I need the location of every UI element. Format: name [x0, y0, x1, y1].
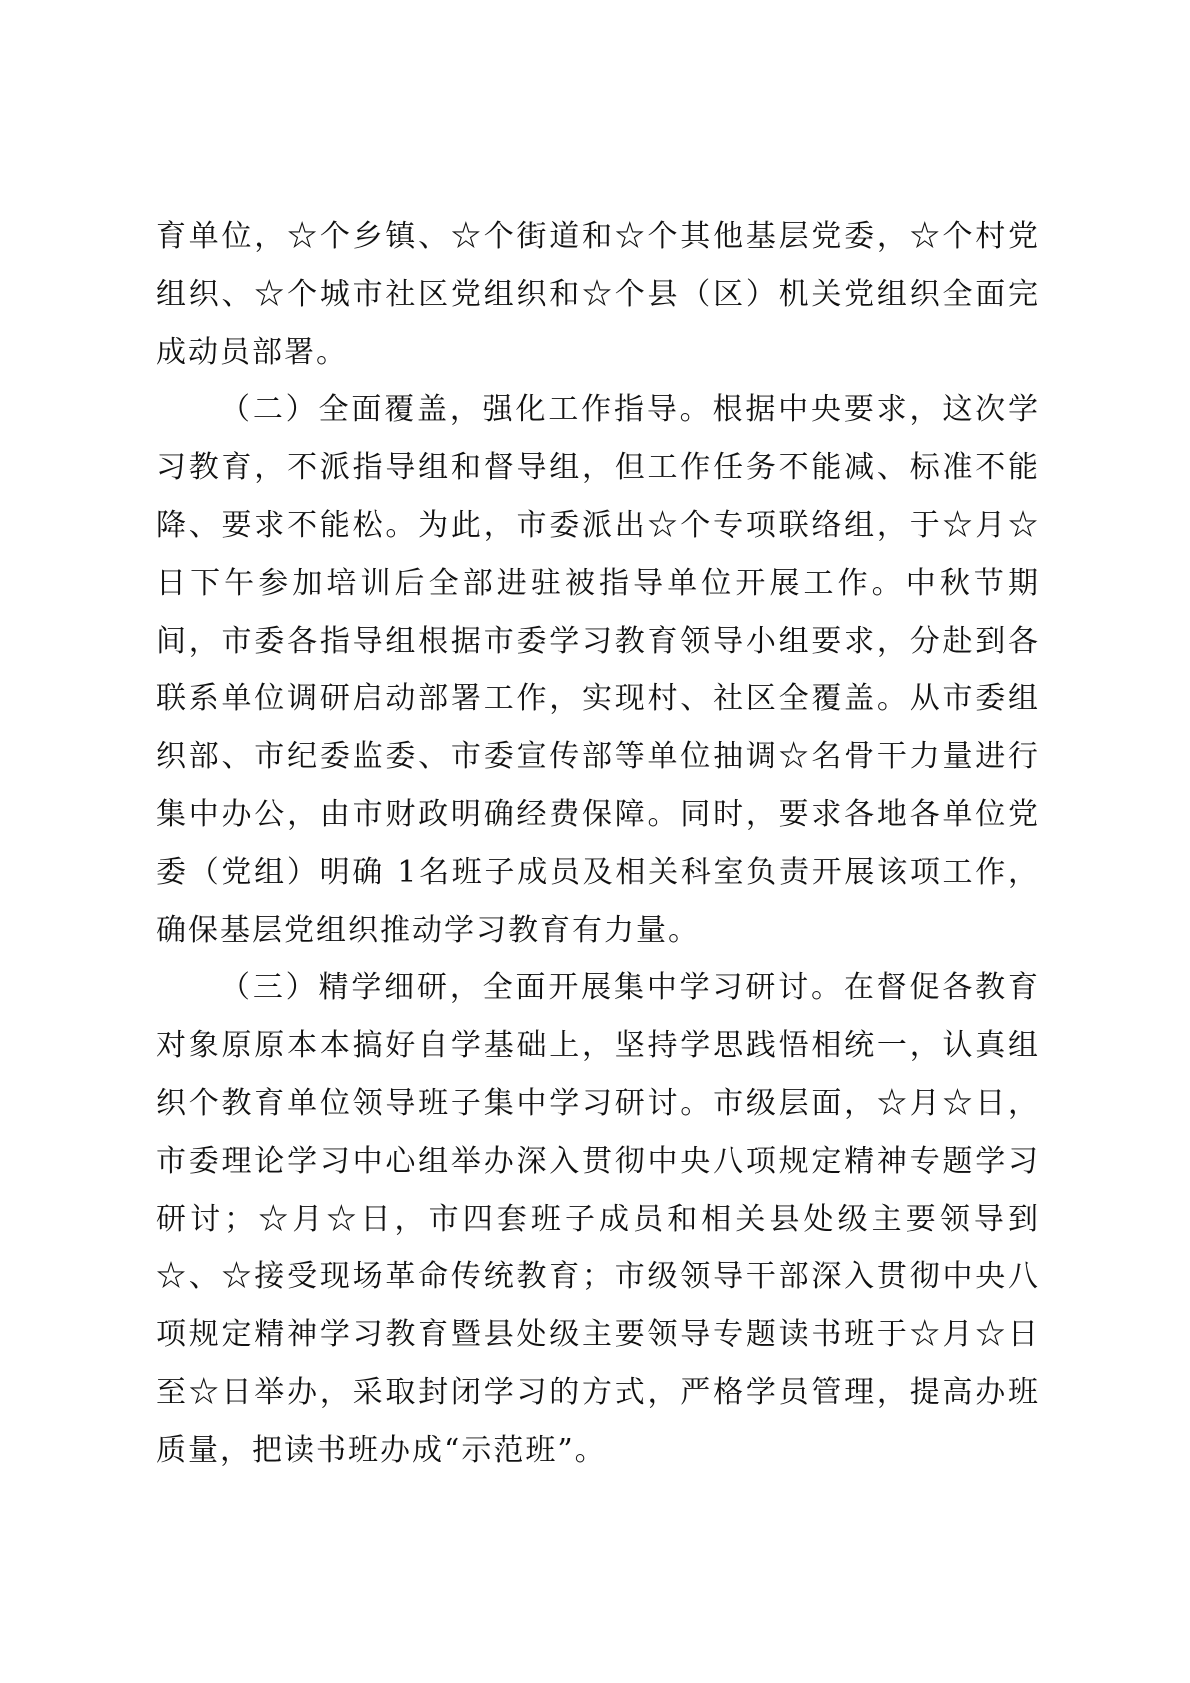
paragraph-section-three: （三）精学细研，全面开展集中学习研讨。在督促各教育对象原原本本搞好自学基础上，坚持学思践悟相统一，认真组织个教育单位领导班子集中学习研讨。市级层面，☆月☆日，市委理论学习中心组举办深入贯彻中央八项规定精神专题学习研讨；☆月☆日，市四套班子成员和相关县处级主要领导到☆、☆接受现场革命传统教育；市级领导干部深入贯彻中央八项规定精神学习教育暨县处级主要领导专题读书班于☆月☆日至☆日举办，采取封闭学习的方式，严格学员管理，提高办班质量，把读书班办成“示范班”。: [156, 970, 1040, 1468]
paragraph-continuation: 育单位，☆个乡镇、☆个街道和☆个其他基层党委，☆个村党组织、☆个城市社区党组织和☆个县（区）机关党组织全面完成动员部署。: [156, 219, 1040, 370]
document-body: [156, 208, 1040, 1480]
paragraph-section-two: （二）全面覆盖，强化工作指导。根据中央要求，这次学习教育，不派指导组和督导组，但工作任务不能减、标准不能降、要求不能松。为此，市委派出☆个专项联络组，于☆月☆日下午参加培训后全部进驻被指导单位开展工作。中秋节期间，市委各指导组根据市委学习教育领导小组要求，分赴到各联系单位调研启动部署工作，实现村、社区全覆盖。从市委组织部、市纪委监委、市委宣传部等单位抽调☆名骨干力量进行集中办公，由市财政明确经费保障。同时，要求各地各单位党委（党组）明确 1名班子成员及相关科室负责开展该项工作，确保基层党组织推动学习教育有力量。: [156, 392, 1040, 948]
